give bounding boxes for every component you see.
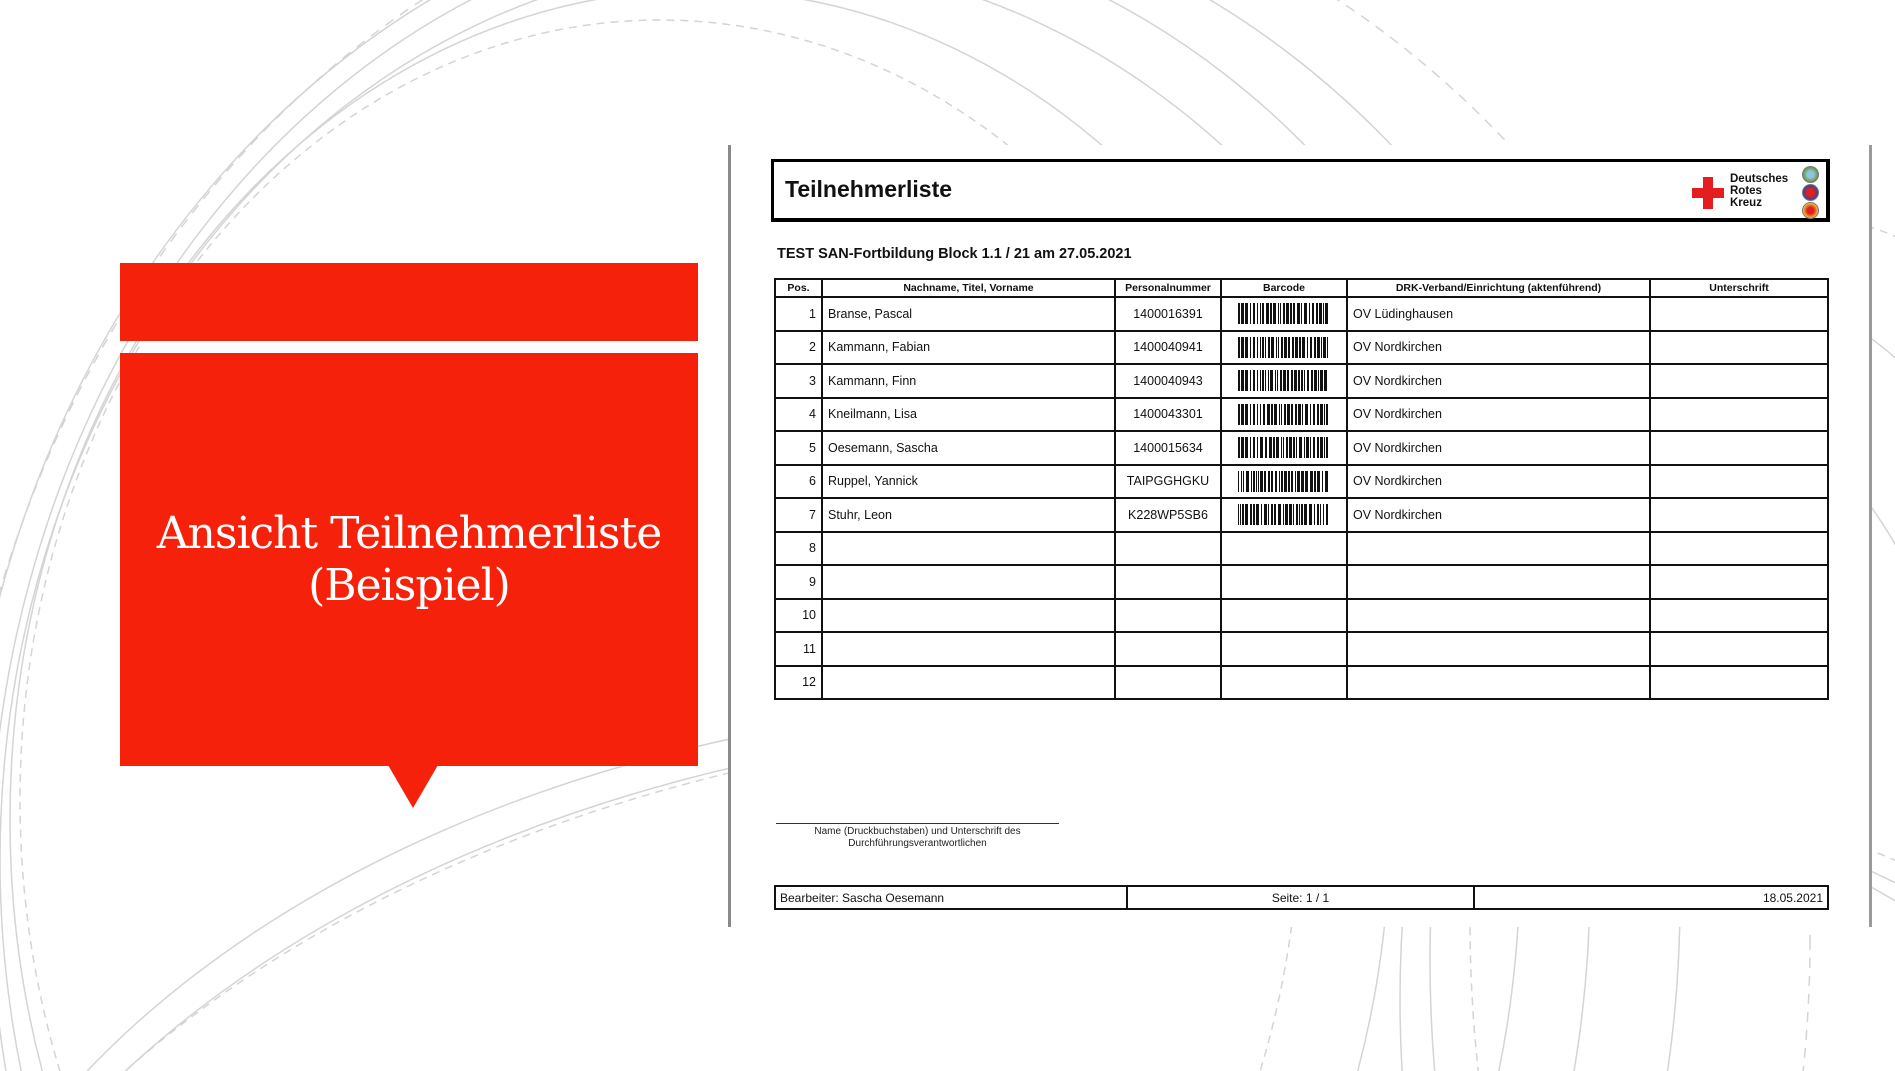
row-barcode (1221, 431, 1347, 465)
row-unterschrift (1650, 364, 1828, 398)
row-unterschrift (1650, 431, 1828, 465)
bergwacht-badge-icon (1802, 184, 1819, 201)
row-barcode (1221, 632, 1347, 666)
table-row (775, 599, 1828, 633)
row-verband: OV Nordkirchen (1347, 431, 1650, 465)
signature-line (776, 823, 1059, 824)
logo-badges (1802, 166, 1820, 220)
row-barcode (1221, 565, 1347, 599)
row-pos: 8 (775, 532, 822, 566)
table-header-row (775, 279, 1828, 297)
row-name: Kneilmann, Lisa (822, 398, 1115, 432)
signature-label: Name (Druckbuchstaben) und Unterschrift des Durchführungsverantwortlichen (814, 826, 1021, 849)
footer-date: 18.05.2021 (1474, 886, 1828, 909)
row-barcode (1221, 532, 1347, 566)
course-title: TEST SAN-Fortbildung Block 1.1 / 21 am 27.05.2021 (777, 246, 1132, 262)
barcode-icon (1238, 370, 1330, 391)
row-pos: 3 (775, 364, 822, 398)
column-header-personalnummer: Personalnummer (1115, 279, 1221, 297)
row-verband (1347, 666, 1650, 700)
row-personalnummer (1115, 532, 1221, 566)
row-unterschrift (1650, 632, 1828, 666)
barcode-icon (1238, 303, 1330, 324)
wasserwacht-badge-icon (1802, 166, 1819, 183)
row-barcode (1221, 599, 1347, 633)
slide-title-line-2: (Beispiel) (308, 559, 510, 611)
row-name: Kammann, Fabian (822, 331, 1115, 365)
row-personalnummer: K228WP5SB6 (1115, 498, 1221, 532)
row-name (822, 565, 1115, 599)
row-pos: 10 (775, 599, 822, 633)
row-barcode (1221, 666, 1347, 700)
row-pos: 4 (775, 398, 822, 432)
logo-text-line-1: Deutsches (1730, 173, 1789, 185)
row-unterschrift (1650, 331, 1828, 365)
table-row (775, 565, 1828, 599)
row-barcode (1221, 398, 1347, 432)
barcode-icon (1238, 471, 1330, 492)
column-header-pos: Pos. (775, 279, 822, 297)
row-pos: 11 (775, 632, 822, 666)
row-personalnummer (1115, 565, 1221, 599)
barcode-icon (1238, 437, 1330, 458)
row-personalnummer: TAIPGGHGKU (1115, 465, 1221, 499)
row-barcode (1221, 465, 1347, 499)
row-verband: OV Nordkirchen (1347, 364, 1650, 398)
row-name: Branse, Pascal (822, 297, 1115, 331)
barcode-icon (1238, 504, 1330, 525)
row-pos: 12 (775, 666, 822, 700)
row-name (822, 666, 1115, 700)
table-row (775, 364, 1828, 398)
row-verband (1347, 565, 1650, 599)
row-verband: OV Nordkirchen (1347, 398, 1650, 432)
row-name (822, 532, 1115, 566)
drk-logo (1684, 163, 1822, 219)
row-name: Kammann, Finn (822, 364, 1115, 398)
callout-pointer (388, 765, 438, 808)
row-name (822, 599, 1115, 633)
row-verband (1347, 599, 1650, 633)
row-pos: 5 (775, 431, 822, 465)
row-unterschrift (1650, 398, 1828, 432)
row-name: Oesemann, Sascha (822, 431, 1115, 465)
red-cross-icon (1692, 177, 1724, 209)
column-header-barcode: Barcode (1221, 279, 1347, 297)
slide-title-line-1: Ansicht Teilnehmerliste (156, 507, 662, 559)
logo-text-line-2: Rotes (1730, 185, 1762, 197)
row-verband (1347, 532, 1650, 566)
row-pos: 6 (775, 465, 822, 499)
table-row (775, 632, 1828, 666)
row-personalnummer: 1400043301 (1115, 398, 1221, 432)
row-name (822, 632, 1115, 666)
row-name: Stuhr, Leon (822, 498, 1115, 532)
row-verband (1347, 632, 1650, 666)
column-header-unterschrift: Unterschrift (1650, 279, 1828, 297)
row-personalnummer: 1400015634 (1115, 431, 1221, 465)
barcode-icon (1238, 337, 1330, 358)
row-name: Ruppel, Yannick (822, 465, 1115, 499)
table-row (775, 398, 1828, 432)
row-barcode (1221, 364, 1347, 398)
document-header (771, 159, 1830, 222)
column-header-name: Nachname, Titel, Vorname (822, 279, 1115, 297)
row-verband: OV Nordkirchen (1347, 331, 1650, 365)
row-pos: 1 (775, 297, 822, 331)
row-barcode (1221, 498, 1347, 532)
row-verband: OV Nordkirchen (1347, 465, 1650, 499)
row-personalnummer (1115, 666, 1221, 700)
column-header-verband: DRK-Verband/Einrichtung (aktenführend) (1347, 279, 1650, 297)
footer-page: Seite: 1 / 1 (1127, 886, 1474, 909)
row-verband: OV Lüdinghausen (1347, 297, 1650, 331)
row-unterschrift (1650, 297, 1828, 331)
row-personalnummer: 1400040943 (1115, 364, 1221, 398)
table-row (775, 431, 1828, 465)
table-row (775, 532, 1828, 566)
table-row (775, 297, 1828, 331)
footer-editor: Bearbeiter: Sascha Oesemann (775, 886, 1127, 909)
row-pos: 7 (775, 498, 822, 532)
document-title: Teilnehmerliste (785, 176, 953, 202)
row-unterschrift (1650, 666, 1828, 700)
table-row (775, 666, 1828, 700)
table-row (775, 498, 1828, 532)
row-unterschrift (1650, 532, 1828, 566)
table-row (775, 465, 1828, 499)
table-row (775, 331, 1828, 365)
title-accent-strip (120, 263, 698, 341)
row-unterschrift (1650, 498, 1828, 532)
document-footer (774, 885, 1829, 910)
row-pos: 2 (775, 331, 822, 365)
row-barcode (1221, 297, 1347, 331)
row-personalnummer: 1400040941 (1115, 331, 1221, 365)
participant-table (774, 278, 1829, 700)
participant-list-document (728, 145, 1872, 927)
row-unterschrift (1650, 599, 1828, 633)
logo-text (1730, 173, 1788, 209)
row-personalnummer (1115, 632, 1221, 666)
row-personalnummer: 1400016391 (1115, 297, 1221, 331)
logo-text-line-3: Kreuz (1730, 197, 1762, 209)
row-unterschrift (1650, 465, 1828, 499)
barcode-icon (1238, 404, 1330, 425)
row-pos: 9 (775, 565, 822, 599)
slide-title (157, 508, 661, 612)
row-unterschrift (1650, 565, 1828, 599)
row-verband: OV Nordkirchen (1347, 498, 1650, 532)
row-personalnummer (1115, 599, 1221, 633)
row-barcode (1221, 331, 1347, 365)
title-callout-box (120, 353, 698, 766)
jugendrotkreuz-badge-icon (1802, 202, 1819, 219)
